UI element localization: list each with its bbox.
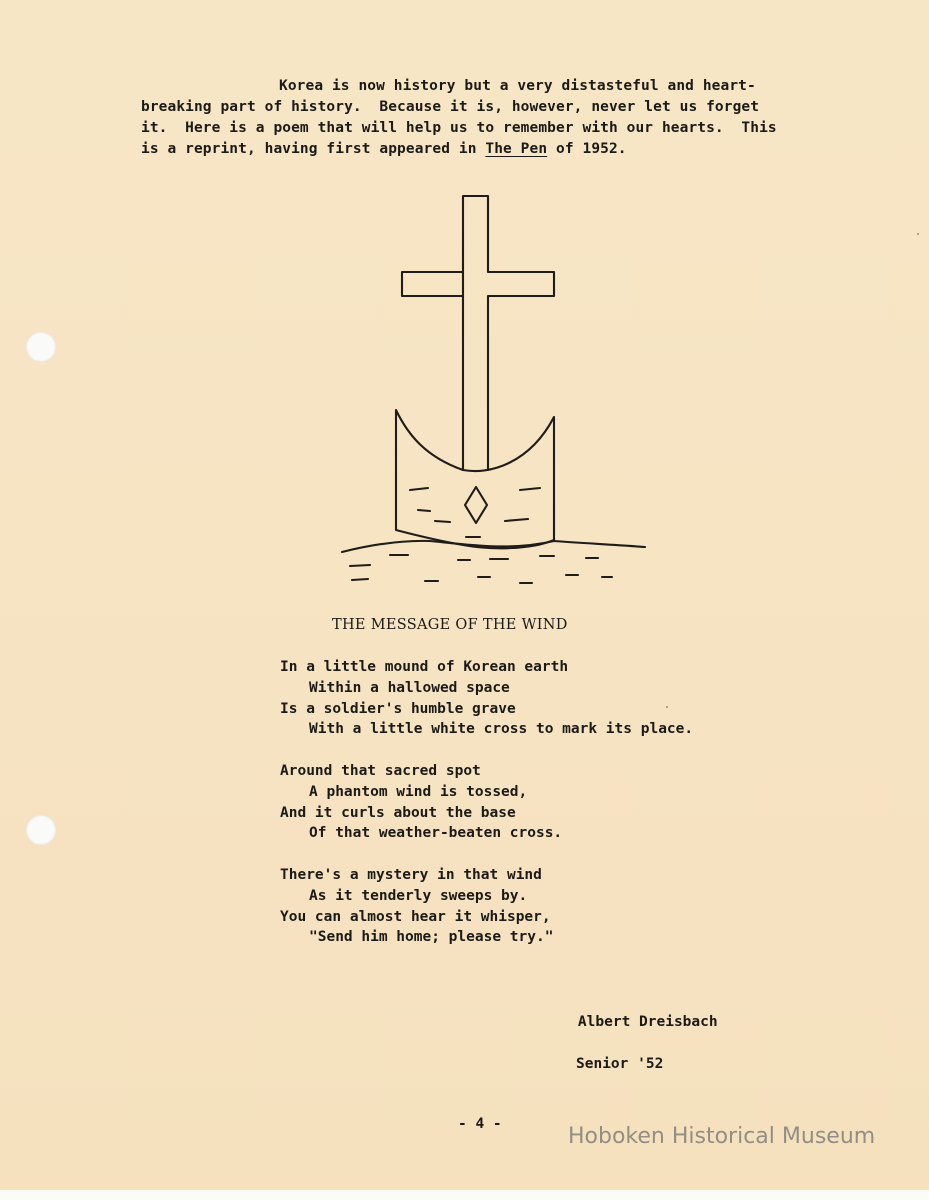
verse-line: Is a soldier's humble grave — [280, 700, 516, 717]
punch-hole-top — [26, 332, 56, 362]
cross-arm-left — [402, 272, 463, 296]
author-class: Senior '52 — [576, 1056, 664, 1072]
verse-line: As it tenderly sweeps by. — [309, 887, 528, 904]
author-name: Albert Dreisbach — [577, 1014, 718, 1030]
mound-outline — [396, 410, 554, 548]
verse-line: With a little white cross to mark its place. — [309, 721, 694, 738]
verse-line: Within a hallowed space — [309, 679, 510, 696]
diamond-mark — [465, 487, 487, 523]
cross-on-mound-icon — [330, 185, 660, 595]
intro-text: is a reprint, having first appeared in — [141, 141, 486, 157]
poem-title: THE MESSAGE OF THE WIND — [332, 617, 568, 633]
intro-line-last — [141, 139, 821, 160]
intro-text: of 1952. — [547, 141, 627, 157]
cross-outline — [463, 196, 554, 470]
verse-line: Of that weather-beaten cross. — [309, 825, 563, 842]
intro-line: breaking part of history. Because it is, however, never let us forget — [141, 99, 760, 115]
intro-line: Korea is now history but a very distasteful and heart- — [279, 78, 756, 94]
author-signature — [543, 991, 718, 1117]
verse-line: "Send him home; please try." — [309, 929, 554, 946]
paper-speck — [917, 233, 919, 235]
intro-paragraph — [141, 76, 821, 160]
verse-line: In a little mound of Korean earth — [280, 659, 569, 675]
publication-title: The Pen — [485, 141, 548, 157]
verse-line: And it curls about the base — [280, 804, 516, 821]
stanza — [280, 657, 693, 740]
verse-line: You can almost hear it whisper, — [280, 908, 551, 925]
stanza — [280, 865, 693, 948]
paper-speck — [666, 706, 668, 708]
intro-line: it. Here is a poem that will help us to remember with our hearts. This — [141, 120, 777, 136]
verse-line: Around that sacred spot — [280, 762, 481, 779]
stanza — [280, 761, 693, 844]
verse-line: There's a mystery in that wind — [280, 866, 542, 883]
museum-watermark: Hoboken Historical Museum — [568, 1124, 876, 1149]
ground-line — [342, 541, 645, 552]
poem-body — [280, 657, 693, 969]
scan-border — [0, 1190, 929, 1200]
punch-hole-bottom — [26, 815, 56, 845]
page-number: - 4 - — [458, 1116, 502, 1132]
verse-line: A phantom wind is tossed, — [309, 783, 528, 800]
